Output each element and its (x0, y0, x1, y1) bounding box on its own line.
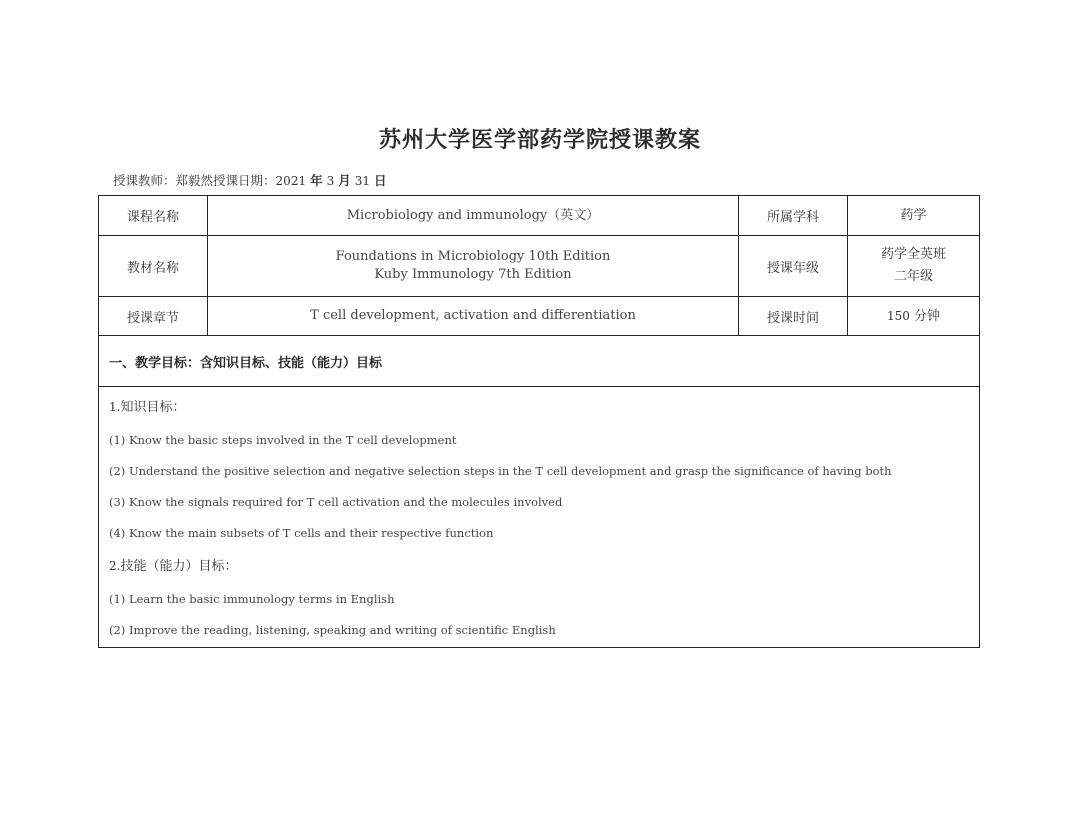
textbook-label: 教材名称 (99, 236, 208, 297)
date-year: 2021 (275, 174, 307, 188)
course-name-value: Microbiology and immunology（英文） (208, 196, 739, 236)
knowledge-number: 1. (109, 400, 121, 414)
time-number: 150 (886, 308, 910, 323)
knowledge-item: (2) Understand the positive selection and negative selection steps in the T cell development and grasp the significance of having both (109, 464, 892, 478)
chapter-row (99, 297, 980, 336)
date-year-unit: 年 (310, 173, 323, 188)
skill-item: (2) Improve the reading, listening, speaking and writing of scientific English (109, 623, 556, 637)
objectives-header-row (99, 336, 980, 387)
knowledge-item: (4) Know the main subsets of T cells and their respective function (109, 526, 494, 540)
course-row (99, 196, 980, 236)
date-label: 授课日期： (213, 173, 276, 188)
subject-value: 药学 (848, 196, 980, 236)
skill-number: 2. (109, 559, 121, 573)
grade-line-1: 药学全英班 (880, 247, 946, 262)
knowledge-item: (3) Know the signals required for T cell activation and the molecules involved (109, 495, 563, 509)
textbook-value (208, 236, 739, 297)
date-day-unit: 日 (373, 173, 387, 188)
grade-line-2: 二年级 (893, 269, 933, 284)
knowledge-objectives-heading (109, 396, 969, 415)
skill-objectives-heading (109, 555, 969, 574)
date-month: 3 (326, 174, 335, 188)
objectives-content (99, 387, 980, 648)
subject-label: 所属学科 (739, 196, 848, 236)
skill-item: (1) Learn the basic immunology terms in English (109, 592, 395, 606)
chapter-value: T cell development, activation and differentiation (208, 297, 739, 336)
teacher-date-line (113, 171, 386, 189)
teacher-label: 授课教师： (113, 173, 176, 188)
date-month-unit: 月 (338, 173, 351, 188)
objectives-content-row (99, 387, 980, 648)
lesson-plan-table (98, 195, 980, 648)
time-label: 授课时间 (739, 297, 848, 336)
knowledge-item: (1) Know the basic steps involved in the T cell development (109, 433, 457, 447)
chapter-label: 授课章节 (99, 297, 208, 336)
textbook-line-2: Kuby Immunology 7th Edition (374, 267, 572, 282)
skill-title: 技能（能力）目标： (120, 559, 238, 574)
grade-label: 授课年级 (739, 236, 848, 297)
time-value (848, 297, 980, 336)
objectives-section-title: 一、教学目标：含知识目标、技能（能力）目标 (99, 336, 980, 387)
teacher-name: 郑毅然 (175, 173, 214, 188)
time-unit: 分钟 (914, 308, 941, 324)
knowledge-title: 知识目标： (120, 400, 186, 415)
course-name-label: 课程名称 (99, 196, 208, 236)
textbook-row (99, 236, 980, 297)
date-day: 31 (354, 174, 370, 188)
textbook-line-1: Foundations in Microbiology 10th Edition (335, 249, 611, 264)
grade-value (848, 236, 980, 297)
document-title: 苏州大学医学部药学院授课教案 (378, 127, 701, 153)
